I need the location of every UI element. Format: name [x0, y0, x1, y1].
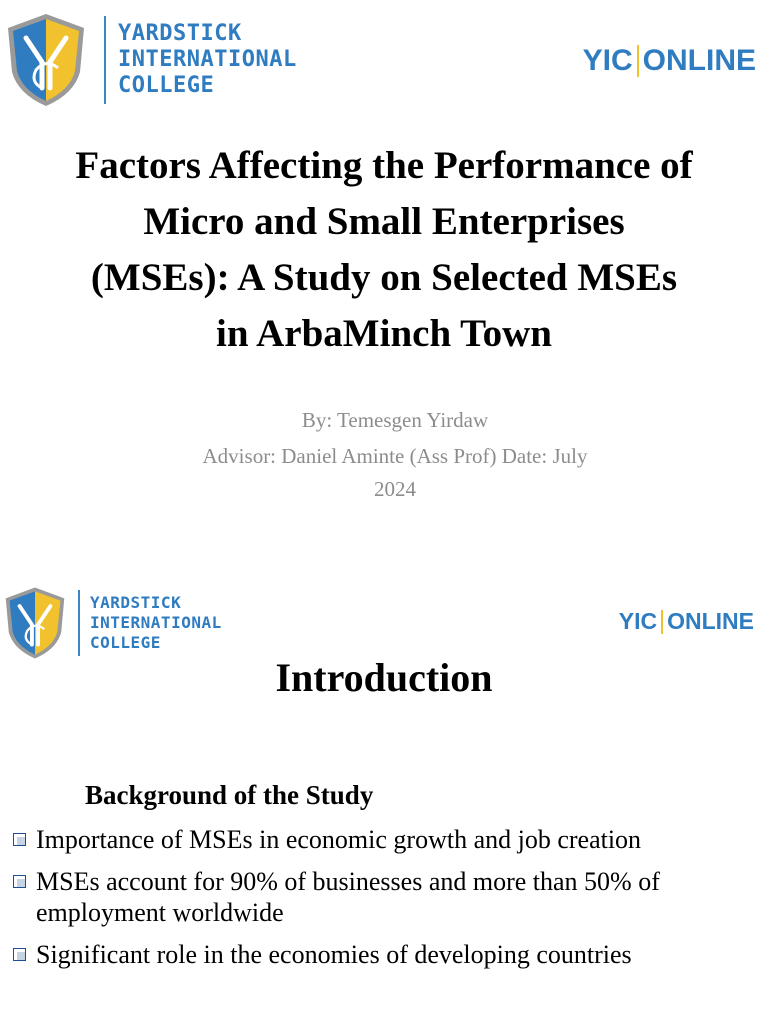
yic-divider: [637, 45, 639, 77]
author-line: By: Temesgen Yirdaw: [301, 408, 489, 432]
logo-divider: [78, 590, 80, 656]
title-line-3: (MSEs): A Study on Selected MSEs: [90, 256, 678, 299]
date-year: 2024: [374, 477, 416, 501]
college-name-line-3: COLLEGE: [90, 633, 161, 652]
advisor-line: Advisor: Daniel Aminte (Ass Prof) Date: July: [202, 444, 588, 468]
bullet-text: MSEs account for 90% of businesses and more than 50% of employment worldwide: [36, 867, 660, 927]
logo-divider: [104, 16, 106, 104]
checkbox-bullet-icon: [13, 948, 26, 961]
college-logo: [6, 12, 297, 108]
online-text: ONLINE: [667, 608, 754, 634]
title-line-1: Factors Affecting the Performance of: [75, 144, 693, 187]
title-line-4: in ArbaMinch Town: [216, 312, 552, 355]
yic-text: YIC: [582, 44, 633, 77]
list-item: [10, 824, 760, 855]
college-name: [90, 593, 222, 653]
college-name-line-2: INTERNATIONAL: [118, 47, 297, 72]
shield-logo-icon: [4, 586, 66, 660]
online-text: ONLINE: [642, 44, 756, 77]
college-name: [118, 21, 297, 99]
presenter-info: [150, 404, 640, 506]
presentation-title: [0, 138, 768, 362]
shield-logo-icon: [6, 12, 86, 108]
section-subheading: Background of the Study: [85, 780, 374, 810]
title-line-2: Micro and Small Enterprises: [143, 200, 625, 243]
list-item: [10, 866, 760, 928]
college-name-line-1: YARDSTICK: [90, 593, 182, 612]
bullet-text: Significant role in the economies of developing countries: [36, 940, 632, 969]
yic-online-logo: [619, 608, 754, 635]
checkbox-bullet-icon: [13, 833, 26, 846]
introduction-slide: [0, 580, 768, 1024]
list-item: [10, 939, 760, 970]
college-name-line-1: YARDSTICK: [118, 21, 242, 46]
college-name-line-2: INTERNATIONAL: [90, 613, 222, 632]
yic-divider: [661, 610, 663, 634]
yic-online-logo: [583, 44, 756, 78]
bullet-text: Importance of MSEs in economic growth and job creation: [36, 825, 642, 854]
slide-title: Introduction: [275, 655, 493, 700]
college-logo-small: [4, 586, 222, 660]
checkbox-bullet-icon: [13, 875, 26, 888]
bullet-list: [10, 824, 760, 981]
yic-text: YIC: [618, 608, 658, 634]
college-name-line-3: COLLEGE: [118, 73, 215, 98]
